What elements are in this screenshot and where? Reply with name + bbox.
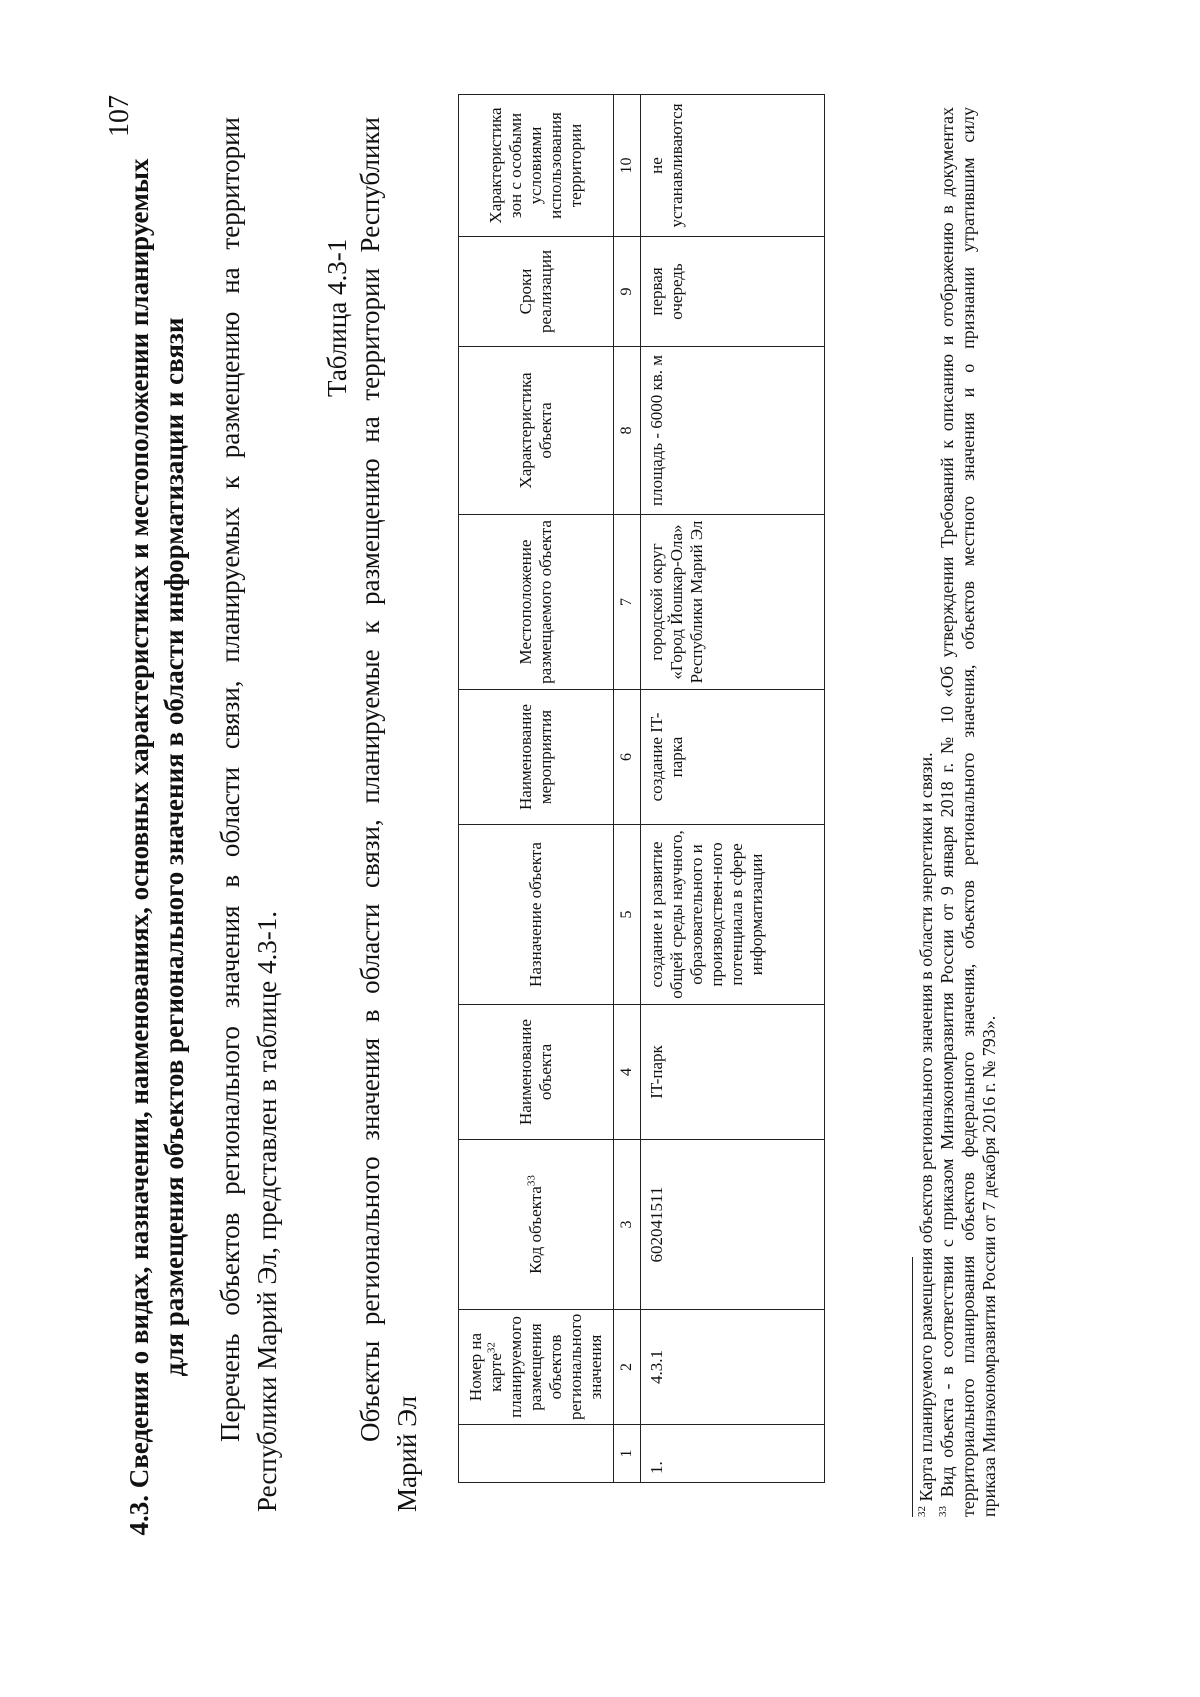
table-cell: создание и развитие общей среды научного, образовательного и производствен-ного потенциала в сфере информатизации xyxy=(641,825,825,1005)
column-number: 3 xyxy=(614,1140,641,1310)
header-cell-object-name: Наименование объекта xyxy=(459,1005,614,1140)
table-title-line-2: Марий Эл xyxy=(392,1395,422,1512)
header-cell-measure-name: Наименование мероприятия xyxy=(459,690,614,825)
intro-paragraph-line-1: Перечень объектов регионального значения в области связи, планируемых к размещению на территории xyxy=(215,117,245,1442)
table-cell: площадь - 6000 кв. м xyxy=(641,347,825,515)
table-caption: Таблица 4.3-1 xyxy=(322,238,352,397)
section-heading-line-2: для размещения объектов регионального значения в области информатизации и связи xyxy=(159,317,189,1377)
header-cell-timing: Сроки реализации xyxy=(459,237,614,347)
footnote-ref: 33 xyxy=(525,1175,538,1187)
objects-table-container xyxy=(458,95,825,1483)
section-heading xyxy=(122,107,192,1587)
section-heading-line-1: 4.3. Сведения о видах, назначении, наименованиях, основных характеристиках и местоположении планируемых xyxy=(124,158,154,1536)
table-row xyxy=(641,95,825,1483)
table-cell: 4.3.1 xyxy=(641,1310,825,1425)
table-cell: IT-парк xyxy=(641,1005,825,1140)
footnote-ref: 32 xyxy=(485,1342,498,1354)
footnote-33: $^{33}$ Вид объекта - в соответствии с приказом Минэкономразвития России от 9 января 2018 г. № 10 «Об утверждении Требований к описанию и отображению в документах xyxy=(937,107,957,1517)
table-cell: 1. xyxy=(641,1425,825,1483)
footnote-separator xyxy=(912,1257,913,1517)
page-number: 107 xyxy=(104,95,135,137)
column-number: 7 xyxy=(614,515,641,690)
table-title xyxy=(352,117,426,1512)
table-cell: 602041511 xyxy=(641,1140,825,1310)
table-cell: не устанавливаются xyxy=(641,95,825,237)
table-cell: первая очередь xyxy=(641,237,825,347)
intro-paragraph xyxy=(212,117,286,1512)
table-header-row xyxy=(459,95,614,1483)
column-number: 8 xyxy=(614,347,641,515)
footnote-32: $^{32}$ Карта планируемого размещения объектов регионального значения в области энергетики и связи. xyxy=(916,752,936,1517)
header-cell-characteristics: Характеристика объекта xyxy=(459,347,614,515)
column-number: 2 xyxy=(614,1310,641,1425)
column-number: 10 xyxy=(614,95,641,237)
column-number: 4 xyxy=(614,1005,641,1140)
footnote-33-continued: приказа Минэкономразвития России от 7 декабря 2016 г. № 793». xyxy=(979,1015,999,1517)
column-number: 6 xyxy=(614,690,641,825)
header-cell-object-purpose: Назначение объекта xyxy=(459,825,614,1005)
column-number: 1 xyxy=(614,1425,641,1483)
header-cell-special-zones: Характеристика зон с особыми условиями использования территории xyxy=(459,95,614,237)
column-number: 5 xyxy=(614,825,641,1005)
table-title-line-1: Объекты регионального значения в области связи, планируемые к размещению на территории Республики xyxy=(355,117,385,1442)
header-cell xyxy=(459,1425,614,1483)
footnote-33-continued: территориального планирования объектов федерального значения, объектов регионального значения, объектов местного значения и о признании утратившим силу xyxy=(958,107,978,1517)
header-cell-location: Местоположение размещаемого объекта xyxy=(459,515,614,690)
column-number: 9 xyxy=(614,237,641,347)
footnotes xyxy=(916,107,1000,1517)
column-number-row xyxy=(614,95,641,1483)
table-cell: создание IT-парка xyxy=(641,690,825,825)
header-cell-map-number: Номер на карте$^{32}$ планируемого размещения объектов регионального значения xyxy=(459,1310,614,1425)
table-cell: городской округ «Город Йошкар-Ола» Республики Марий Эл xyxy=(641,515,825,690)
header-cell-object-code: Код объекта$^{33}$ xyxy=(459,1140,614,1310)
intro-paragraph-line-2: Республики Марий Эл, представлен в таблице 4.3-1. xyxy=(252,910,282,1512)
objects-table xyxy=(458,94,825,1483)
